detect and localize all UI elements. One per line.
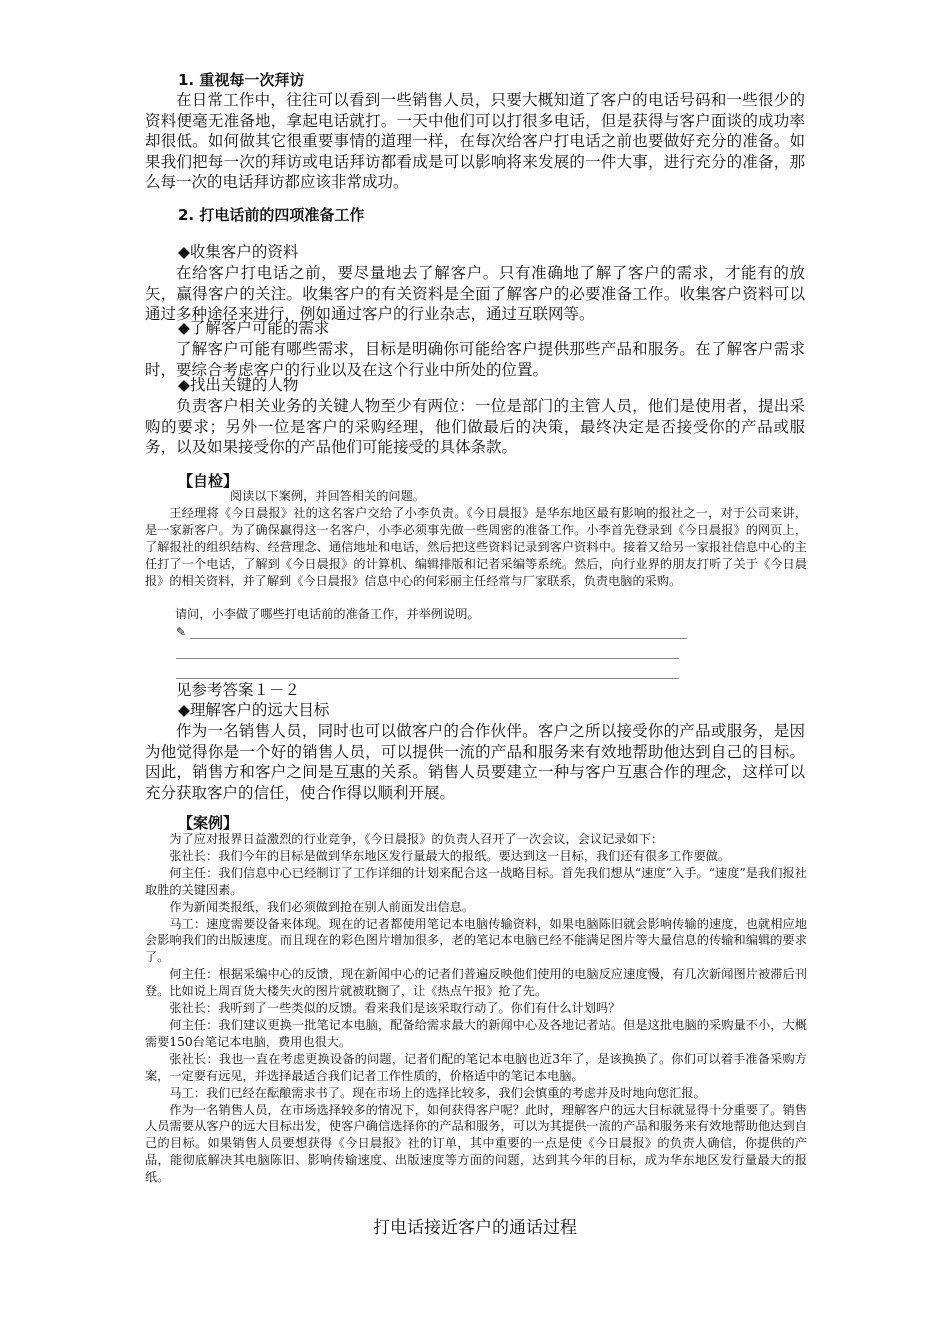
case-heading: 【案例】 [178,814,239,832]
case-line: 张社长：我听到了一些类似的反馈。看来我们是该采取行动了。你们有什么计划吗？ [169,1001,621,1016]
bullet-collect-info: ◆收集客户的资料 [178,243,299,261]
selfcheck-case [145,505,807,590]
bullet-customer-goal: ◆理解客户的远大目标 [178,701,330,719]
selfcheck-heading: 【自检】 [178,472,239,490]
case-line: 马工：速度需要设备来体现。现在的记者都使用笔记本电脑传输资料，如果电脑陈旧就会影响传输的速度，也就相应地会影响我们的出版速度。而且现在的彩色图片增加很多，老的笔记本电脑已经不能满足图片等大量信息的传输和编辑的要求了。 [145,916,807,965]
selfcheck-question: 请问，小李做了哪些打电话前的准备工作，并举例说明。 [175,607,480,621]
pen-icon: ✎ [176,625,187,639]
case-body [145,831,807,1186]
understand-needs-text: 了解客户可能有哪些需求，目标是明确你可能给客户提供那些产品和服务。在了解客户需求时，要综合考虑客户的行业以及在这个行业中所处的位置。 [145,340,805,379]
case-line: 张社长：我也一直在考虑更换设备的问题，记者们配的笔记本电脑也近3年了，是该换换了。你们可以着手准备采购方案，一定要有远见，并选择最适合我们记者工作性质的，价格适中的笔记本电脑。 [145,1051,807,1083]
section1-text: 在日常工作中，往往可以看到一些销售人员，只要大概知道了客户的电话号码和一些很少的资料便毫无准备地，拿起电话就打。一天中他们可以打很多电话，但是获得与客户面谈的成功率却很低。如何做其它很重要事情的道理一样，在每次给客户打电话之前也要做好充分的准备。如果我们把每一次的拜访或电话拜访都看成是可以影响将来发展的一件大事，进行充分的准备，那么每一次的电话拜访都应该非常成功。 [145,91,805,192]
selfcheck-case-text: 王经理将《今日晨报》社的这名客户交给了小李负责。《今日晨报》是华东地区最有影响的报社之一，对于公司来讲，是一家新客户。为了确保赢得这一名客户，小李必须事先做一些周密的准备工作。小李首先登录到《今日晨报》的网页上，了解报社的组织结构、经营理念、通信地址和电话，然后把这些资料记录到客户资料中。接着又给另一家报社信息中心的主任打了一个电话，了解到《今日晨报》的计算机、编辑排版和记者采编等系统。然后，向行业界的朋友打听了关于《今日晨报》的相关资料，并了解到《今日晨报》信息中心的何彩丽主任经常与厂家联系，负责电脑的采购。 [145,506,807,588]
section1-paragraph [145,90,805,193]
bullet-key-person: ◆找出关键的人物 [178,376,299,394]
section1-heading: 1. 重视每一次拜访 [178,71,305,89]
answer-line-1 [190,638,687,639]
key-person-text: 负责客户相关业务的关键人物至少有两位：一位是部门的主管人员，他们是使用者，提出采购的要求；另外一位是客户的采购经理，他们做最后的决策，最终决定是否接受你的产品或服务，以及如果接受你的产品他们可能接受的具体条款。 [145,397,805,457]
answer-reference: 见参考答案１－２ [176,681,301,699]
next-section-title: 打电话接近客户的通话过程 [373,1218,577,1238]
answer-line-2 [176,658,679,659]
case-line: 张社长：我们今年的目标是做到华东地区发行量最大的报纸。要达到这一目标，我们还有很多工作要做。 [169,848,731,863]
case-line: 何主任：我们建议更换一批笔记本电脑，配备给需求最大的新闻中心及各地记者站。但是这批电脑的采购量不小，大概需要150台笔记本电脑，费用也很大。 [145,1017,807,1049]
case-line: 马工：我们已经在酝酿需求书了。现在市场上的选择比较多，我们会慎重的考虑并及时地向您汇报。 [169,1085,706,1100]
customer-goal-paragraph [145,721,805,803]
case-line: 为了应对报界日益激烈的行业竞争，《今日晨报》的负责人召开了一次会议，会议记录如下： [169,832,663,846]
case-line: 作为一名销售人员，在市场选择较多的情况下，如何获得客户呢？此时，理解客户的远大目标就显得十分重要了。销售人员需要从客户的远大目标出发，使客户确信选择你的产品和服务，可以为其提供一流的产品和服务来有效地帮助他达到自己的目标。如果销售人员要想获得《今日晨报》社的订单，其中重要的一点是使《今日晨报》的负责人确信，你提供的产品，能彻底解决其电脑陈旧、影响传输速度、出版速度等方面的问题，达到其今年的目标，成为华东地区发行量最大的报纸。 [145,1102,807,1185]
collect-info-text: 在给客户打电话之前，要尽量地去了解客户。只有准确地了解了客户的需求，才能有的放矢，赢得客户的关注。收集客户的有关资料是全面了解客户的必要准备工作。收集客户资料可以通过多种途径来进行，例如通过客户的行业杂志，通过互联网等。 [145,264,805,324]
selfcheck-intro: 阅读以下案例，并回答相关的问题。 [230,489,425,503]
key-person-paragraph [145,396,805,458]
case-line: 何主任：根据采编中心的反馈，现在新闻中心的记者们普遍反映他们使用的电脑反应速度慢，有几次新闻图片被滞后刊登。比如说上周百货大楼失火的图片就被耽搁了，让《热点午报》抢了先。 [145,967,807,999]
answer-line-3 [176,678,679,679]
collect-info-paragraph [145,263,805,325]
case-line: 作为新闻类报纸，我们必须做到抢在别人前面发出信息。 [169,899,475,914]
section2-heading: 2. 打电话前的四项准备工作 [178,206,365,224]
case-line: 何主任：我们信息中心已经制订了工作详细的计划来配合这一战略目标。首先我们想从“速度”入手。“速度”是我们报社取胜的关键因素。 [145,865,807,897]
understand-needs-paragraph [145,339,805,380]
bullet-understand-needs: ◆了解客户可能的需求 [178,319,330,337]
customer-goal-text: 作为一名销售人员，同时也可以做客户的合作伙伴。客户之所以接受你的产品或服务，是因为他觉得你是一个好的销售人员，可以提供一流的产品和服务来有效地帮助他达到自己的目标。因此，销售方和客户之间是互惠的关系。销售人员要建立一种与客户互惠合作的理念，这样可以充分获取客户的信任，使合作得以顺利开展。 [145,722,805,802]
